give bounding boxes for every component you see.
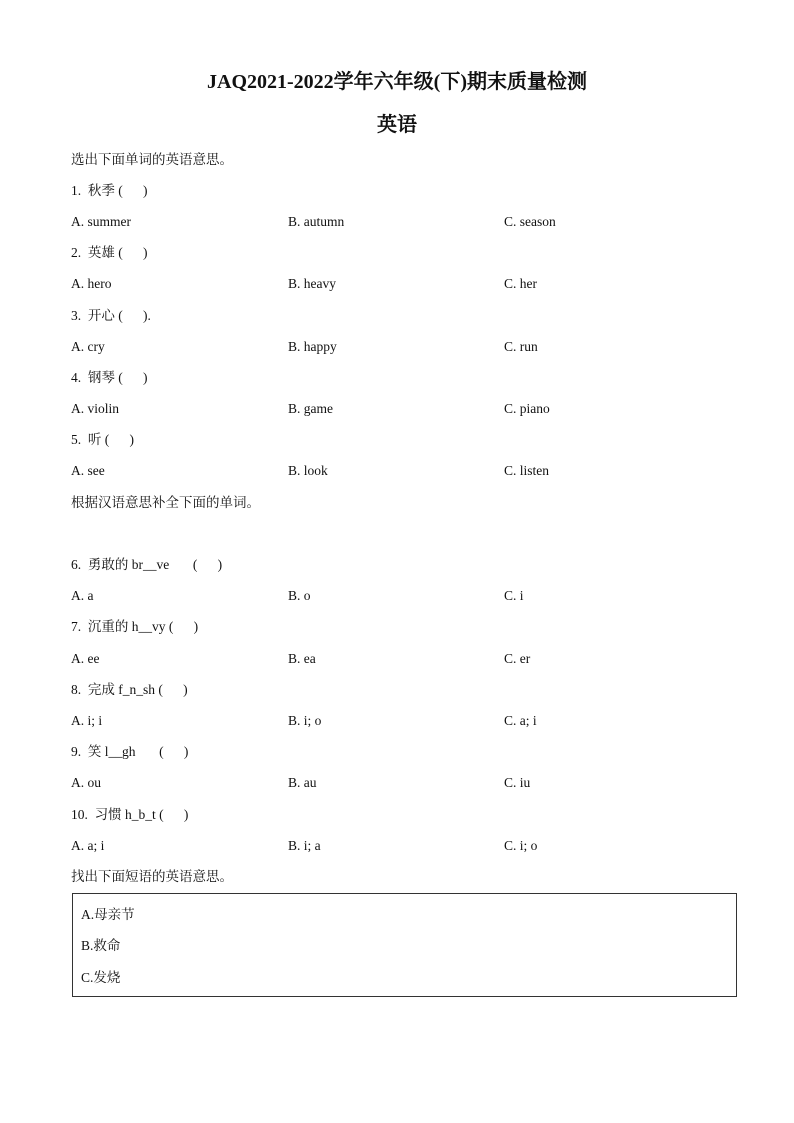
- phrase-box: [72, 893, 737, 997]
- question-5-stem: 5. 听 ( ): [71, 432, 134, 447]
- section2-instruction: 根据汉语意思补全下面的单词。: [71, 495, 260, 510]
- question-9-stem: 9. 笑 l__gh ( ): [71, 744, 189, 759]
- question-4-option-b[interactable]: B. game: [288, 401, 333, 416]
- phrase-item-b: B.救命: [81, 938, 121, 953]
- question-4-option-a[interactable]: A. violin: [71, 401, 120, 416]
- question-5-option-a[interactable]: A. see: [71, 463, 105, 478]
- question-2-option-c[interactable]: C. her: [504, 276, 537, 291]
- question-8-option-b[interactable]: B. i; o: [288, 713, 322, 728]
- question-9-option-b[interactable]: B. au: [288, 775, 317, 790]
- phrase-item-a: A.母亲节: [81, 907, 135, 922]
- question-10-option-b[interactable]: B. i; a: [288, 838, 321, 853]
- question-5-option-c[interactable]: C. listen: [504, 463, 550, 478]
- question-1-option-c[interactable]: C. season: [504, 214, 556, 229]
- question-9-option-a[interactable]: A. ou: [71, 775, 101, 790]
- question-1-option-a[interactable]: A. summer: [71, 214, 131, 229]
- question-3-option-b[interactable]: B. happy: [288, 339, 337, 354]
- section3-instruction: 找出下面短语的英语意思。: [71, 869, 233, 884]
- question-7-option-a[interactable]: A. ee: [71, 651, 100, 666]
- page-title: JAQ2021-2022学年六年级(下)期末质量检测: [207, 71, 587, 93]
- question-4-option-c[interactable]: C. piano: [504, 401, 550, 416]
- question-6-option-a[interactable]: A. a: [71, 588, 94, 603]
- question-7-stem: 7. 沉重的 h__vy ( ): [71, 619, 199, 634]
- question-2-option-b[interactable]: B. heavy: [288, 276, 336, 291]
- question-8-option-a[interactable]: A. i; i: [71, 713, 103, 728]
- question-4-stem: 4. 钢琴 ( ): [71, 370, 148, 385]
- question-7-option-c[interactable]: C. er: [504, 651, 531, 666]
- question-2-stem: 2. 英雄 ( ): [71, 245, 148, 260]
- question-7-option-b[interactable]: B. ea: [288, 651, 316, 666]
- question-3-stem: 3. 开心 ( ).: [71, 308, 151, 323]
- question-8-option-c[interactable]: C. a; i: [504, 713, 537, 728]
- question-3-option-c[interactable]: C. run: [504, 339, 538, 354]
- question-1-stem: 1. 秋季 ( ): [71, 183, 148, 198]
- question-5-option-b[interactable]: B. look: [288, 463, 328, 478]
- question-1-option-b[interactable]: B. autumn: [288, 214, 345, 229]
- question-6-stem: 6. 勇敢的 br__ve ( ): [71, 557, 223, 572]
- question-9-option-c[interactable]: C. iu: [504, 775, 531, 790]
- question-10-option-a[interactable]: A. a; i: [71, 838, 105, 853]
- page-subtitle: 英语: [377, 114, 417, 136]
- question-6-option-b[interactable]: B. o: [288, 588, 311, 603]
- question-3-option-a[interactable]: A. cry: [71, 339, 105, 354]
- section1-instruction: 选出下面单词的英语意思。: [71, 152, 233, 167]
- question-10-stem: 10. 习惯 h_b_t ( ): [71, 807, 189, 822]
- phrase-item-c: C.发烧: [81, 970, 121, 985]
- question-6-option-c[interactable]: C. i: [504, 588, 524, 603]
- question-2-option-a[interactable]: A. hero: [71, 276, 112, 291]
- question-10-option-c[interactable]: C. i; o: [504, 838, 538, 853]
- question-8-stem: 8. 完成 f_n_sh ( ): [71, 682, 188, 697]
